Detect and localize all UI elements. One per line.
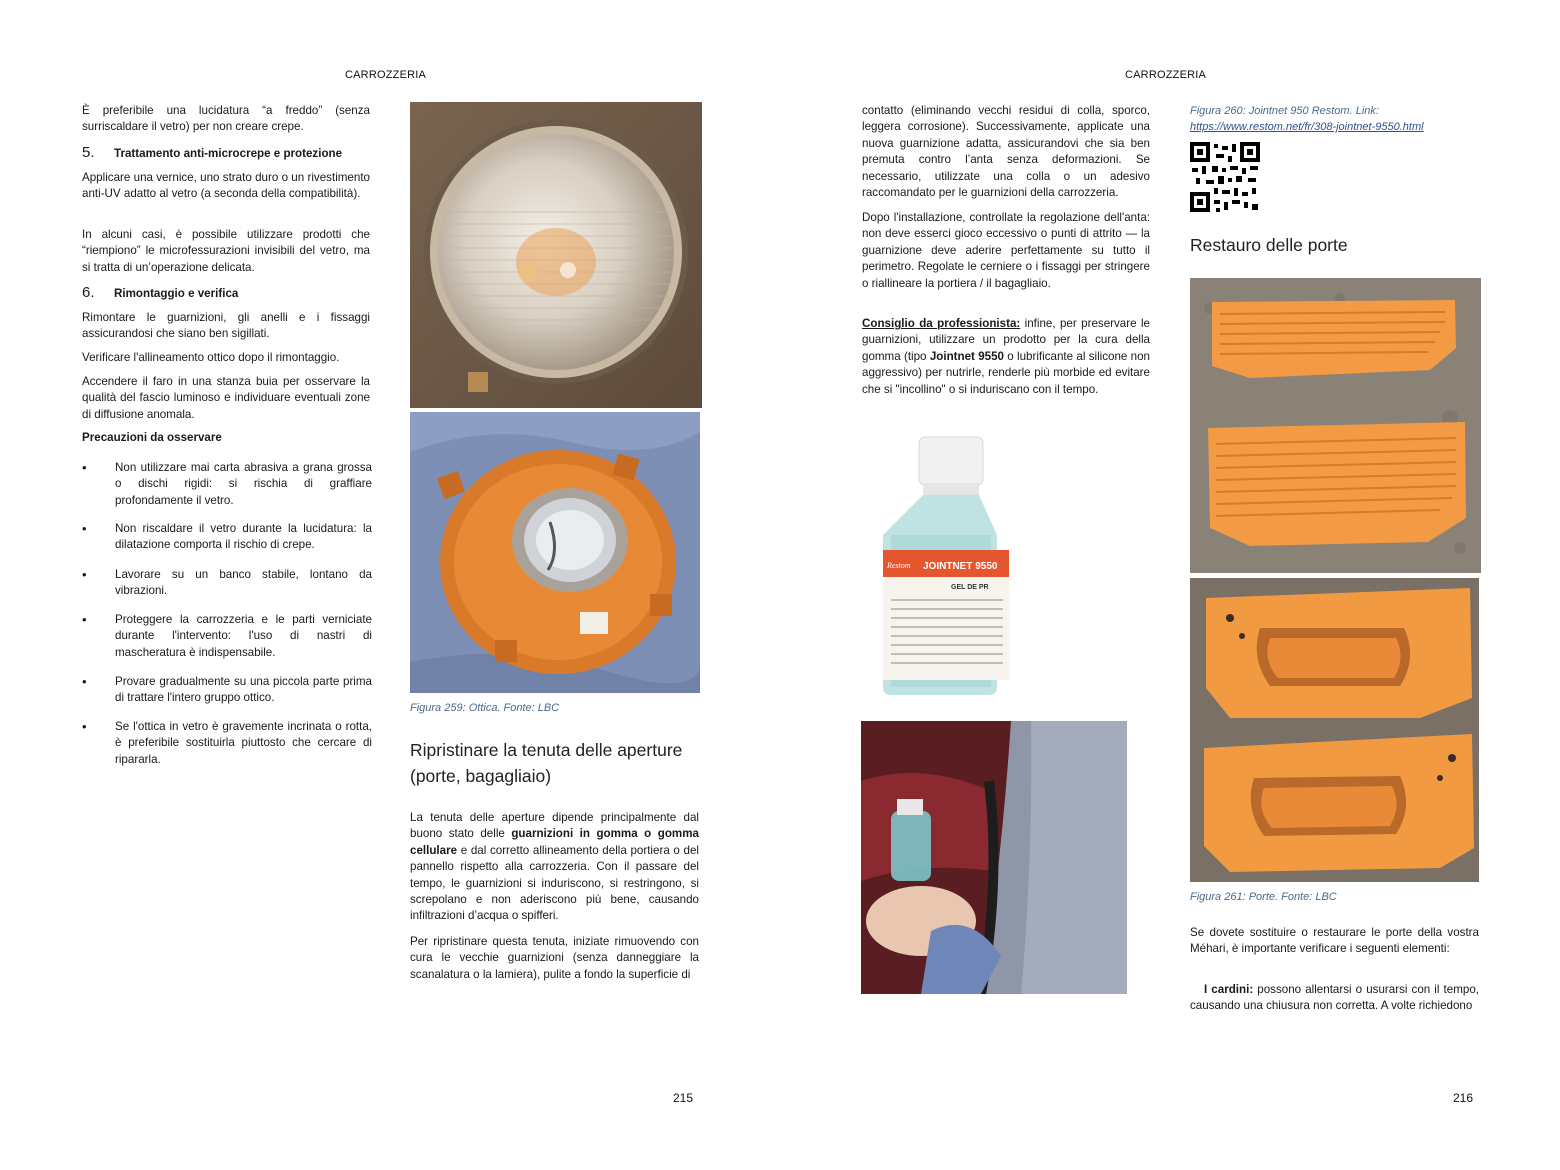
step-5-paragraph-b: In alcuni casi, è possibile utilizzare prodotti che “riempiono” le microfessurazioni invisibili del vetro, ma si tratta di un’operazione delicata. — [82, 228, 370, 274]
figure-259-caption: Figura 259: Ottica. Fonte: LBC — [410, 702, 560, 714]
bottle-brand-label: JOINTNET 9550 — [923, 561, 998, 572]
pro-tip-product: Jointnet 9550 — [929, 349, 1004, 363]
pro-tip-label: Consiglio da professionista: — [862, 317, 1021, 330]
seal-application-photo — [861, 721, 1127, 994]
precaution-text-1: Non utilizzare mai carta abrasiva a grana grossa o dischi rigidi: si rischia di graffiare profondamente il vetro. — [115, 461, 372, 507]
step-6-title: Rimontaggio e verifica — [114, 287, 239, 300]
bottle-logo-label: Restom — [887, 561, 911, 570]
section-heading-seal: Ripristinare la tenuta delle aperture (porte, bagagliaio) — [410, 740, 683, 786]
door-panels-photo-bottom — [1190, 578, 1479, 882]
left-page-number: 215 — [673, 1091, 694, 1105]
qr-code-icon — [1190, 142, 1260, 212]
step-5-title: Trattamento anti-microcrepe e protezione — [114, 147, 343, 160]
step-6-heading — [82, 285, 372, 302]
headlight-front-photo — [410, 102, 702, 408]
bullet-dot-icon: • — [82, 612, 87, 627]
contact-paragraph: contatto (eliminando vecchi residui di colla, sporco, leggera corrosione). Successivamente, applicate una nuova guarnizione adatta, assicurandovi che sia ben premuta contro l’anta senza deformazioni. Se necessario, utilizzate una colla o un adesivo raccomandato per le guarnizioni della carrozzeria. — [862, 104, 1150, 200]
bullet-dot-icon: • — [82, 567, 87, 582]
precaution-bullet-1 — [82, 460, 372, 509]
precaution-bullet-3 — [82, 567, 372, 600]
bottle-sub-label: GEL DE PR — [951, 584, 989, 591]
right-page-number: 216 — [1453, 1091, 1474, 1105]
jointnet-bottle-photo — [861, 425, 1011, 700]
precaution-text-3: Lavorare su un banco stabile, lontano da vibrazioni. — [115, 568, 372, 598]
step-5-paragraph-a: Applicare una vernice, uno strato duro o un rivestimento anti-UV adatto al vetro (a seconda della compatibilità). — [82, 171, 370, 201]
seal-paragraph-1-b: e dal corretto allineamento della portiera o del pannello rispetto alla carrozzeria. Con il passare del tempo, le guarnizioni si induriscono, si restringono, si screpolano e non aderiscono più bene, causando infiltrazioni d’acqua o spifferi. — [410, 843, 699, 923]
seal-paragraph-1-a: La tenuta delle aperture dipende principalmente dal buono stato delle — [410, 811, 699, 841]
pro-tip-text-b: o lubrificante al silicone non aggressivo) per nutrirle, renderle più morbide ed evitare che si "incollino" o si induriscano con il tempo. — [862, 349, 1150, 396]
step-6-paragraph-a: Rimontare le guarnizioni, gli anelli e i fissaggi assicurandosi che siano ben sigillati. — [82, 311, 370, 341]
precaution-text-4: Proteggere la carrozzeria e le parti verniciate durante l'intervento: l'uso di nastri di mascheratura è indispensabile. — [115, 613, 372, 659]
seal-paragraph-1-bold: guarnizioni in gomma o gomma cellulare — [410, 827, 699, 857]
step-6-number: 6. — [82, 284, 95, 301]
pro-tip-paragraph — [862, 316, 1150, 398]
pro-tip-text-a: infine, per preservare le guarnizioni, utilizzare un prodotto per la cura della gomma (tipo — [862, 317, 1150, 363]
hinges-paragraph — [1190, 982, 1479, 1015]
adjustment-paragraph: Dopo l'installazione, controllate la regolazione dell'anta: non deve esserci gioco eccessivo o punti di attrito — la guarnizione deve aderire perfettamente su tutto il perimetro. Regolate le cerniere o i fissaggi per stringere o riallineare la portiera / il bagagliaio. — [862, 211, 1150, 290]
precaution-bullet-2 — [82, 521, 372, 554]
bullet-dot-icon: • — [82, 674, 87, 689]
step-6-paragraph-c: Accendere il faro in una stanza buia per osservare la qualità del fascio luminoso e individuare eventuali zone di diffusione anomala. — [82, 375, 370, 421]
precaution-text-5: Provare gradualmente su una piccola parte prima di trattare l'intero gruppo ottico. — [115, 675, 372, 705]
bullet-dot-icon: • — [82, 719, 87, 734]
precaution-bullet-5 — [82, 674, 372, 707]
bullet-dot-icon: • — [82, 460, 87, 475]
intro-paragraph: È preferibile una lucidatura “a freddo” (senza surriscaldare il vetro) per non creare crepe. — [82, 104, 370, 134]
hinges-text: possono allentarsi o usurarsi con il tempo, causando una chiusura non corretta. A volte richiedono — [1190, 983, 1479, 1013]
seal-paragraph-1 — [410, 810, 699, 925]
section-heading-doors: Restauro delle porte — [1190, 235, 1348, 255]
figure-260-caption-text: Figura 260: Jointnet 950 Restom. Link: — [1190, 105, 1379, 117]
step-5-number: 5. — [82, 144, 95, 161]
headlight-back-photo — [410, 412, 700, 693]
figure-261-caption: Figura 261: Porte. Fonte: LBC — [1190, 891, 1337, 903]
seal-paragraph-2: Per ripristinare questa tenuta, iniziate rimuovendo con cura le vecchie guarnizioni (senza danneggiare la scanalatura o la lamiera), pulite a fondo la superficie di — [410, 935, 699, 981]
step-5-heading — [82, 145, 372, 162]
precaution-text-6: Se l'ottica in vetro è gravemente incrinata o rotta, è preferibile sostituirla piuttosto che cercare di ripararla. — [115, 720, 372, 766]
left-page-header: CARROZZERIA — [345, 69, 427, 81]
precaution-text-2: Non riscaldare il vetro durante la lucidatura: la dilatazione comporta il rischio di crepe. — [115, 522, 372, 552]
precaution-bullet-4 — [82, 612, 372, 661]
figure-260-caption — [1190, 103, 1480, 135]
step-6-paragraph-b: Verificare l'allineamento ottico dopo il rimontaggio. — [82, 351, 340, 364]
right-page-header: CARROZZERIA — [1125, 69, 1207, 81]
restom-product-link[interactable]: https://www.restom.net/fr/308-jointnet-9550.html — [1190, 121, 1424, 133]
precautions-title: Precauzioni da osservare — [82, 431, 222, 444]
precaution-bullet-6 — [82, 719, 372, 768]
doors-intro-paragraph: Se dovete sostituire o restaurare le porte della vostra Méhari, è importante verificare i seguenti elementi: — [1190, 926, 1479, 956]
bullet-dot-icon: • — [82, 521, 87, 536]
door-panels-photo-top — [1190, 278, 1481, 573]
hinges-label: I cardini: — [1204, 983, 1254, 996]
